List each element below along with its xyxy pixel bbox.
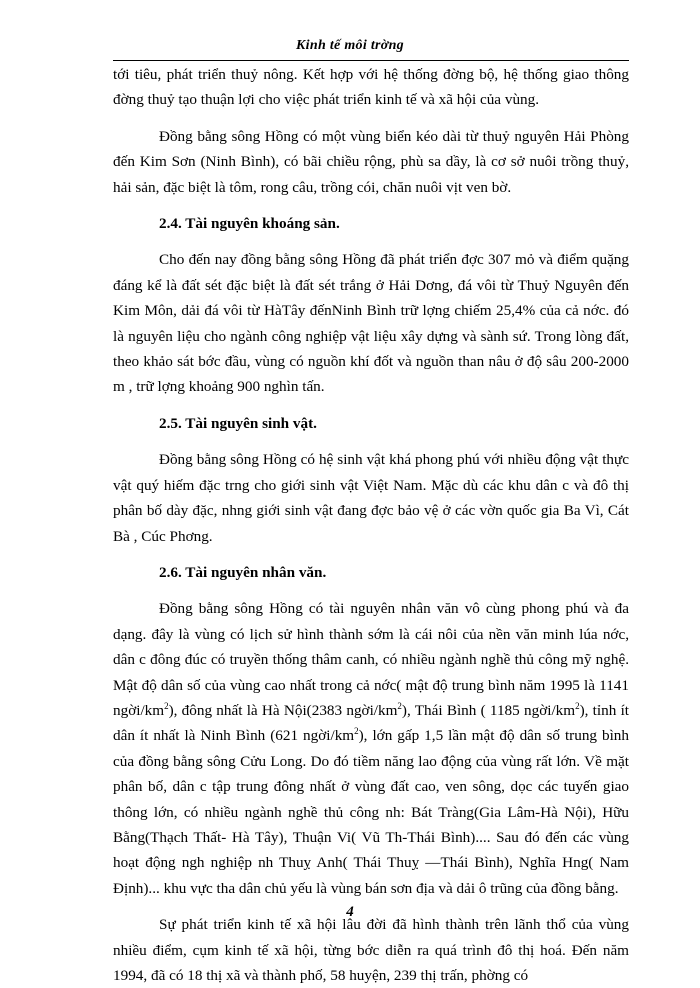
- paragraph-irrigation: tới tiêu, phát triển thuỷ nông. Kết hợp với hệ thống đờng bộ, hệ thống giao thông đờng thuỷ tạo thuận lợi cho việc phát triển kinh tế và xã hội của vùng.: [113, 66, 629, 109]
- running-header: Kinh tế môi trờng: [296, 38, 404, 53]
- paragraph-urbanization: Sự phát triển kinh tế xã hội lâu đời đã hình thành trên lãnh thổ của vùng nhiều điểm, cụm kinh tế xã hội, từng bớc diễn ra quá trình đô thị hoá. Đến năm 1994, đã có 18 thị xã và thành phố, 58 huyện, 239 thị trấn, phờng có: [113, 916, 629, 984]
- paragraph-human-resources: [113, 596, 629, 901]
- superscript: 2: [575, 700, 580, 711]
- paragraph-minerals: Cho đến nay đồng bằng sông Hồng đã phát triển đợc 307 mỏ và điểm quặng đáng kể là đất sét đặc biệt là đất sét trắng ở Hải Dơng, đá vôi từ Thuỷ Nguyên đến Kim Môn, dải đá vôi từ HàTây đếnNinh Bình trữ lợng chiếm 25,4% của cả nớc. đó là nguyên liệu cho ngành công nghiệp vật liệu xây dựng và sành sứ. Trong lòng đất, theo khảo sát bớc đầu, vùng có nguồn khí đốt và nguồn than nâu ở độ sâu 200-2000 m , trữ lợng khoảng 900 nghìn tấn.: [113, 251, 629, 396]
- superscript: 2: [354, 726, 359, 737]
- text-run: ), tỉnh ít dân ít nhất là Ninh Bình (621 ngời/km: [113, 701, 630, 745]
- text-run: Đồng bằng sông Hồng có tài nguyên nhân văn vô cùng phong phú và đa dạng. đây là vùng có lịch sử hình thành sớm là cái nôi của nền văn minh lúa nớc, dân c đông đúc có truyền thống thâm canh, có nhiều ngành nghề thủ công mỹ nghệ. Mật độ dân số của vùng cao nhất trong cả nớc( mật độ trung bình năm 1995 là 1141 ngời/km: [113, 600, 629, 719]
- superscript: 2: [164, 700, 169, 711]
- text-run: ), lớn gấp 1,5 lần mật độ dân số trung bình của đồng bằng sông Cửu Long. Do đó tiềm năng lao động của vùng rất lớn. Về mặt phân bố, dân c tập trung đông nhất ở vùng đất cao, ven sông, dọc các tuyến giao thông lớn, có nhiều ngành nghề thủ công nh: Bát Tràng(Gia Lâm-Hà Nội), Hữu Bằng(Thạch Thất- Hà Tây), Thuận Vi( Vũ Th-Thái Bình).... Sau đó đến các vùng hoạt động ngh nghiệp nh Thuỵ Anh( Thái Thuỵ —Thái Bình), Nghĩa Hng( Nam Định)... khu vực tha dân chủ yếu là vùng bán sơn địa và dải ô trũng của đồng bằng.: [113, 727, 629, 897]
- paragraph-coastal: Đồng bằng sông Hồng có một vùng biển kéo dài từ thuỷ nguyên Hải Phòng đến Kim Sơn (Ninh Bình), có bãi chiều rộng, phù sa dầy, là cơ sở nuôi trồng thuỷ, hải sản, đặc biệt là tôm, rong câu, trồng cói, chăn nuôi vịt ven bờ.: [113, 127, 629, 196]
- text-run: ), Thái Bình ( 1185 ngời/km: [401, 701, 576, 719]
- paragraph-biology: Đồng bằng sông Hồng có hệ sinh vật khá phong phú với nhiều động vật thực vật quý hiếm đặc trng cho giới sinh vật Việt Nam. Mặc dù các khu dân c và đô thị phân bố dày đặc, nhng giới sinh vật đang đợc bảo vệ ở các vờn quốc gia Ba Vì, Cát Bà , Cúc Phơng.: [113, 451, 629, 545]
- page-body: [113, 62, 629, 988]
- heading-minerals: 2.4. Tài nguyên khoáng sản.: [159, 215, 340, 233]
- text-run: ), đông nhất là Hà Nội(2383 ngời/km: [168, 701, 398, 719]
- heading-biology: 2.5. Tài nguyên sinh vật.: [159, 414, 317, 432]
- superscript: 2: [397, 700, 402, 711]
- page-number: 4: [346, 904, 354, 920]
- heading-human-resources: 2.6. Tài nguyên nhân văn.: [159, 563, 327, 581]
- header-rule: [113, 60, 629, 61]
